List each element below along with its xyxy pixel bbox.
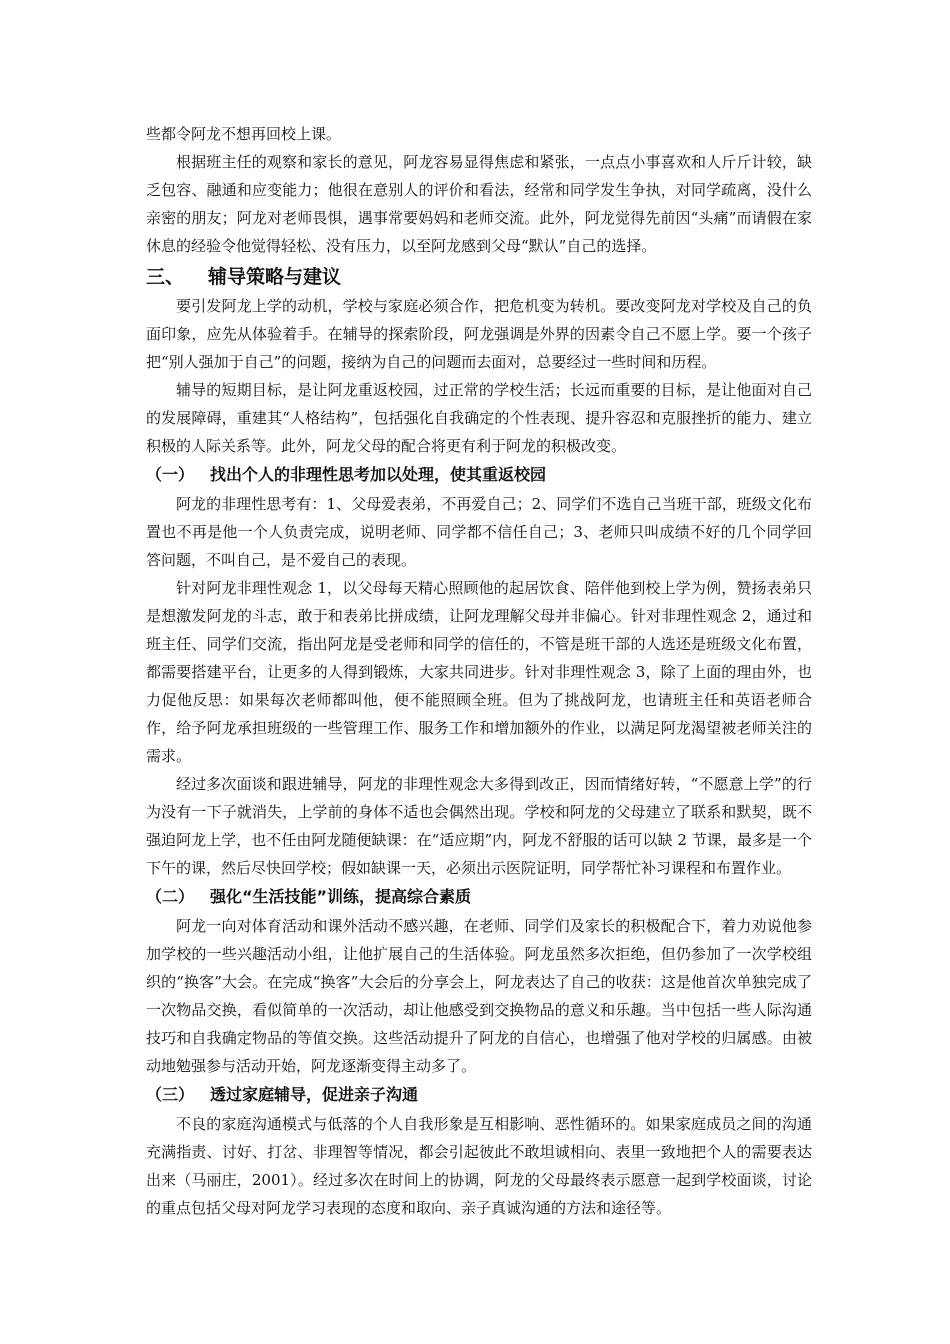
paragraph-follow-up: 经过多次面谈和跟进辅导，阿龙的非理性观念大多得到改正，因而情绪好转，“不愿意上学”的行为没有一下子就消失，上学前的身体不适也会偶然出现。学校和阿龙的父母建立了联系和默契，既不强迫阿龙上学，也不任由阿龙随便缺课：在“适应期”内，阿龙不舒服的话可以缺 2 节课，最多是一个下午的课，然后尽快回学校；假如缺课一天，必须出示医院证明，同学帮忙补习课程和布置作业。 [146, 775, 812, 877]
paragraph-life-skills: 阿龙一向对体育活动和课外活动不感兴趣，在老师、同学们及家长的积极配合下，着力劝说他参加学校的一些兴趣活动小组，让他扩展自己的生活体验。阿龙虽然多次拒绝，但仍参加了一次学校组织的“换客”大会。在完成“换客”大会后的分享会上，阿龙表达了自己的收获：这是他首次单独完成了一次物品交换，看似简单的一次活动，却让他感受到交换物品的意义和乐趣。当中包括一些人际沟通技巧和自我确定物品的等值交换。这些活动提升了阿龙的自信心，也增强了他对学校的归属感。由被动地勉强参与活动开始，阿龙逐渐变得主动多了。 [146, 917, 812, 1075]
paragraph-counter-arguments: 针对阿龙非理性观念 1，以父母每天精心照顾他的起居饮食、陪伴他到校上学为例，赞扬表弟只是想激发阿龙的斗志，敢于和表弟比拼成绩，让阿龙理解父母并非偏心。针对非理性观念 2，通过和班主任、同学们交流，指出阿龙是受老师和同学的信任的，不管是班干部的人选还是班级文化布置，都需要搭建平台，让更多的人得到锻炼，大家共同进步。针对非理性观念 3，除了上面的理由外，也力促他反思：如果每次老师都叫他，便不能照顾全班。但为了挑战阿龙，也请班主任和英语老师合作，给予阿龙承担班级的一些管理工作、服务工作和增加额外的作业，以满足阿龙渴望被老师关注的需求。 [146, 579, 812, 765]
subsection-title: 透过家庭辅导，促进亲子沟通 [210, 1085, 419, 1104]
section-number: 三、 [146, 266, 185, 288]
paragraph-continuation: 些都令阿龙不想再回校上课。 [146, 125, 342, 143]
subsection-heading-1 [146, 460, 812, 490]
paragraph-irrational-thoughts: 阿龙的非理性思考有：1、父母爱表弟，不再爱自己；2、同学们不选自己当班干部，班级文化布置也不再是他一个人负责完成，说明老师、同学都不信任自己；3、老师只叫成绩不好的几个同学回答问题，不叫自己，是不爱自己的表现。 [146, 495, 812, 569]
section-title: 辅导策略与建议 [208, 266, 342, 288]
section-heading-strategy [146, 262, 812, 292]
subsection-number: （三） [146, 1085, 195, 1104]
document-page [146, 120, 812, 1222]
paragraph-observation: 根据班主任的观察和家长的意见，阿龙容易显得焦虑和紧张，一点点小事喜欢和人斤斤计较，缺乏包容、融通和应变能力；他很在意别人的评价和看法，经常和同学发生争执，对同学疏离，没什么亲密的朋友；阿龙对老师畏惧，遇事常要妈妈和老师交流。此外，阿龙觉得先前因“头痛”而请假在家休息的经验令他觉得轻松、没有压力，以至阿龙感到父母“默认”自己的选择。 [146, 153, 812, 255]
subsection-heading-3 [146, 1080, 812, 1110]
paragraph-motivation: 要引发阿龙上学的动机，学校与家庭必须合作，把危机变为转机。要改变阿龙对学校及自己的负面印象，应先从体验着手。在辅导的探索阶段，阿龙强调是外界的因素令自己不愿上学。要一个孩子把“别人强加于自己”的问题，接纳为自己的问题而去面对，总要经过一些时间和历程。 [146, 297, 812, 371]
subsection-title: 强化“生活技能”训练，提高综合素质 [210, 887, 472, 906]
subsection-heading-2 [146, 882, 812, 912]
paragraph-goals: 辅导的短期目标，是让阿龙重返校园，过正常的学校生活；长远而重要的目标，是让他面对自己的发展障碍，重建其“人格结构”，包括强化自我确定的个性表现、提升容忍和克服挫折的能力、建立积极的人际关系等。此外，阿龙父母的配合将更有利于阿龙的积极改变。 [146, 381, 812, 455]
paragraph-family-communication: 不良的家庭沟通模式与低落的个人自我形象是互相影响、恶性循环的。如果家庭成员之间的沟通充满指责、讨好、打岔、非理智等情况，都会引起彼此不敢坦诚相向、表里一致地把个人的需要表达出来（马丽庄，2001）。经过多次在时间上的协调，阿龙的父母最终表示愿意一起到学校面谈，讨论的重点包括父母对阿龙学习表现的态度和取向、亲子真诚沟通的方法和途径等。 [146, 1115, 812, 1217]
subsection-number: （一） [146, 465, 195, 484]
subsection-title: 找出个人的非理性思考加以处理，使其重返校园 [210, 465, 547, 484]
subsection-number: （二） [146, 887, 195, 906]
